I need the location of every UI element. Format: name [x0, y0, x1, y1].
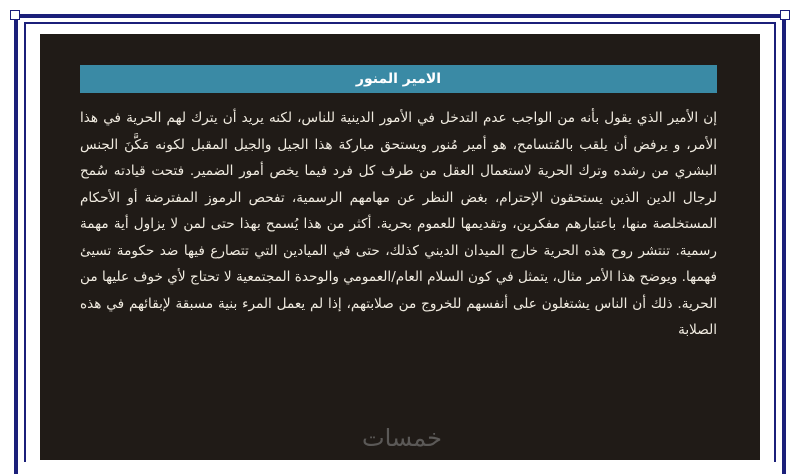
site-watermark: خمسات — [361, 424, 443, 452]
article-paragraph: إن الأمير الذي يقول بأنه من الواجب عدم التدخل في الأمور الدينية للناس، لكنه يريد أن يترك لهم الحرية في هذا الأمر، و يرفض أن يلقب بالمُتسامح، هو أمير مُنور ويستحق مباركة هذا الجيل والجيل المقبل لكونه مَكَّنَ الجنس البشري من رشده وترك الحرية لاستعمال العقل من طرف كل فرد فيما يخص أمور الضمير. فتحت قيادته سُمح لرجال الدين الذين يستحقون الإحترام، بغض النظر عن مهامهم الرسمية، تفحص الرموز المفترضة أو الأحكام المستخلصة منها، باعتبارهم مفكرين، وتقديمها للعموم بحرية. أكثر من هذا يُسمح بهذا حتى لمن لا يزاول أية مهمة رسمية. تنتشر روح هذه الحرية خارج الميدان الديني كذلك، حتى في الميادين التي تتصارع فيها ضد حكومة تسيئ فهمها. ويوضح هذا الأمر مثال، يتمثل في كون السلام العام/العمومي والوحدة المجتمعية لا تحتاج لأي خوف عليها من الحرية. ذلك أن الناس يشتغلون على أنفسهم للخروج من صلابتهم، إذا لم يعمل المرء بنية مسبقة لإبقائهم في هذه الصلابة — [80, 110, 717, 338]
corner-ornament-top-right — [780, 10, 790, 20]
page-title: الامير المنور — [80, 65, 717, 93]
content-panel — [40, 34, 760, 460]
corner-ornament-top-left — [10, 10, 20, 20]
